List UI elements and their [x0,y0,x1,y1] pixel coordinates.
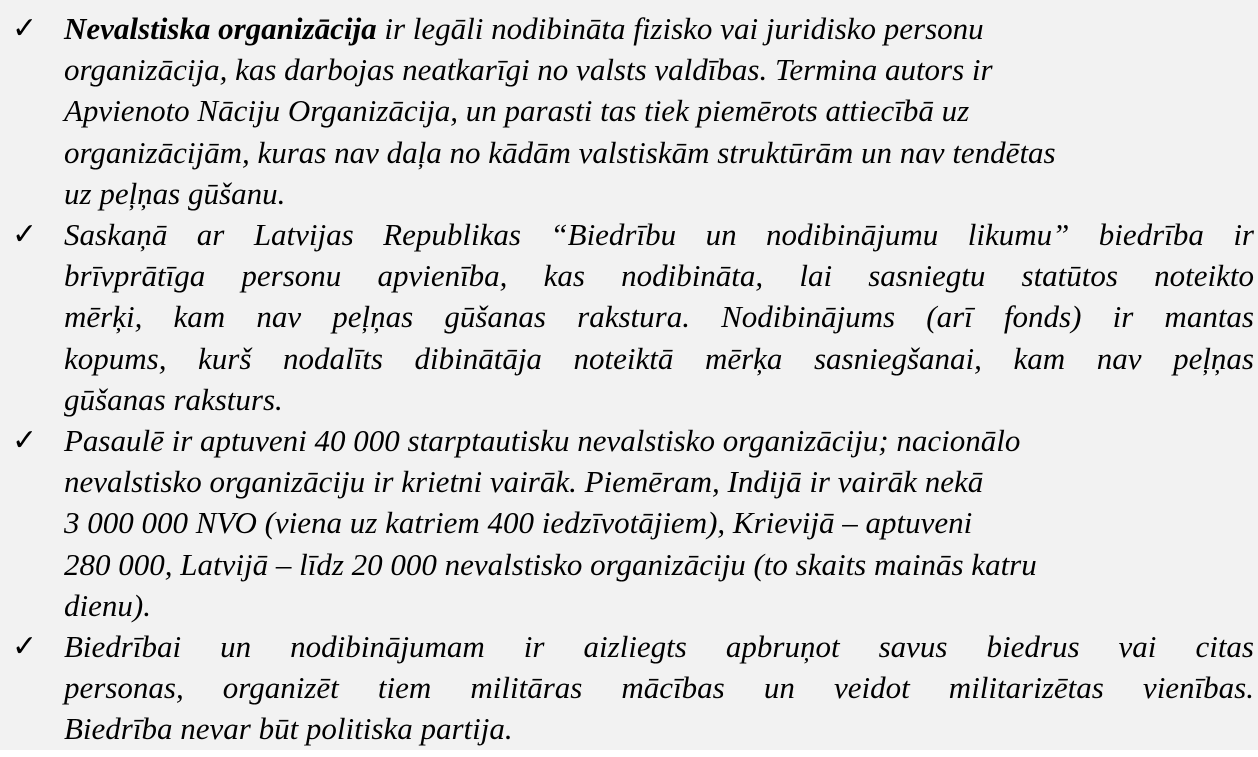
item-text [64,626,1254,750]
item-text [64,420,1254,626]
text-line: Pasaulē ir aptuveni 40 000 starptautisku nevalstisko organizāciju; nacionālo [64,423,1021,458]
term-bold: Nevalstiska organizācija [64,11,377,46]
text-line: organizācija, kas darbojas neatkarīgi no valsts valdības. Termina autors ir [64,52,993,88]
text-line: nevalstisko organizāciju ir krietni vairāk. Piemēram, Indijā ir vairāk nekā [64,464,984,500]
text-line: Apvienoto Nāciju Organizācija, un parasti tas tiek piemērots attiecībā uz [64,93,970,129]
checkmark-icon: ✓ [12,11,38,46]
text-line: organizācijām, kuras nav daļa no kādām valstiskām struktūrām un nav tendētas [64,134,1056,170]
text-line: 3 000 000 NVO (viena uz katriem 400 iedzīvotājiem), Krievijā – aptuveni [64,505,973,541]
text-line: Biedrībai un nodibinājumam ir aizliegts apbruņot savus biedrus vai citas [64,629,1254,664]
text-line: Biedrība nevar būt politiska partija. [64,711,513,747]
text-line: brīvprātīga personu apvienība, kas nodibināta, lai sasniegtu statūtos noteikto [64,258,1254,294]
checkmark-icon: ✓ [12,217,38,252]
checkmark-icon: ✓ [12,423,38,458]
text-line: 280 000, Latvijā – līdz 20 000 nevalstisko organizāciju (to skaits mainās katru [64,546,1037,582]
text-line: personas, organizēt tiem militāras mācības un veidot militarizētas vienības. [64,670,1254,706]
text-line: Nevalstiska organizācija ir legāli nodibināta fizisko vai juridisko personu [64,11,984,46]
item-text [64,8,1254,214]
text-line: uz peļņas gūšanu. [64,175,286,211]
text-line: mērķi, kam nav peļņas gūšanas rakstura. Nodibinājums (arī fonds) ir mantas [64,299,1254,335]
checkmark-icon: ✓ [12,629,38,664]
text-line: dienu). [64,587,151,623]
text-line: gūšanas raksturs. [64,381,283,417]
item-text [64,214,1254,420]
text-line: kopums, kurš nodalīts dibinātāja noteiktā mērķa sasniegšanai, kam nav peļņas [64,340,1254,376]
text-line: Saskaņā ar Latvijas Republikas “Biedrību un nodibinājumu likumu” biedrība ir [64,217,1254,252]
